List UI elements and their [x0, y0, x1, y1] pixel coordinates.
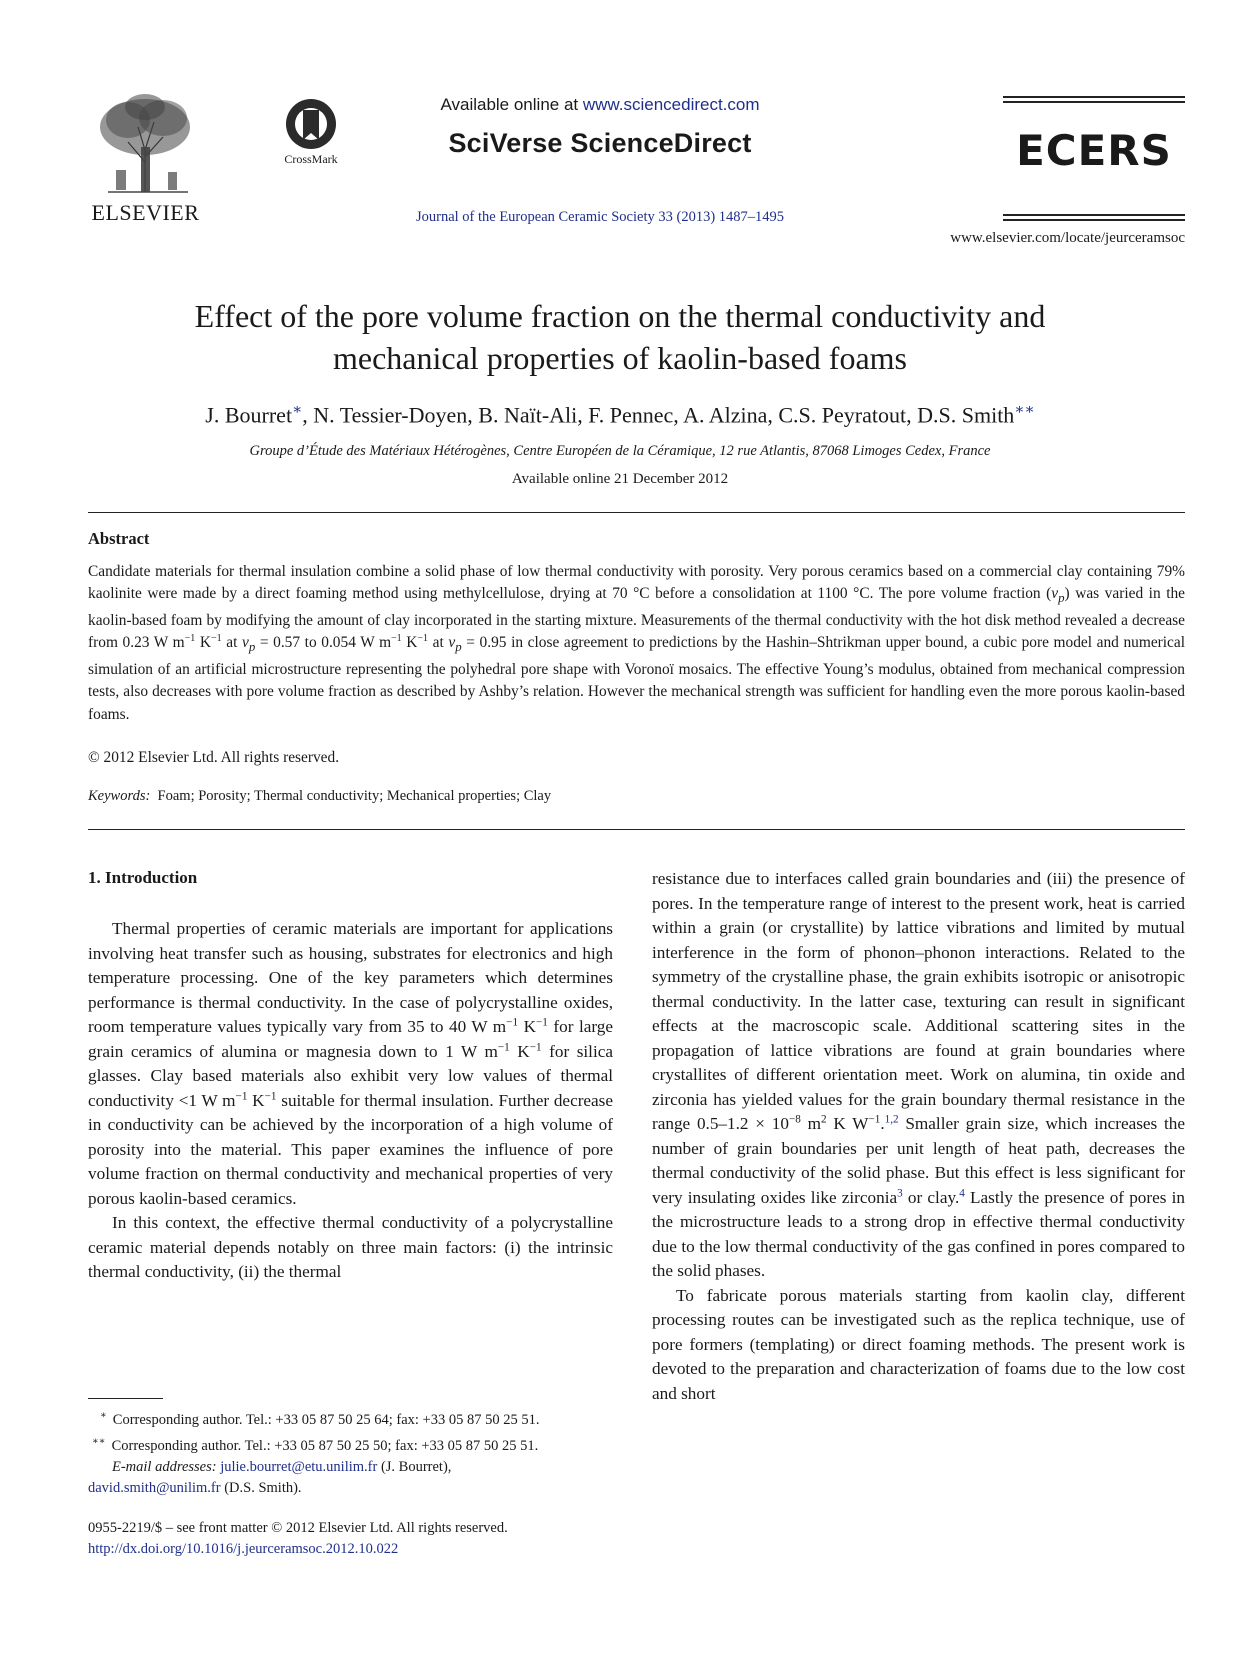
corresponding-author-mark-2[interactable]: ∗∗: [1014, 402, 1035, 418]
other-authors: , N. Tessier-Doyen, B. Naït-Ali, F. Pennec, A. Alzina, C.S. Peyratout, D.S. Smith: [302, 402, 1015, 428]
abstract-text: Candidate materials for thermal insulation combine a solid phase of low thermal conductivity with porosity. Very porous ceramics based on a commercial clay containing 79% kaolinite were made by a direct foaming method using methylcellulose, drying at 70 °C before a consolidation at 1100 °C. The pore volume fraction $(v_p)$ was varied in the kaolin-based foam by modifying the amount of clay incorporated in the starting mixture. Measurements of the thermal conductivity with the hot disk method revealed a decrease from 0.23 W $m^{-1}$ $K^{-1}$ at $v_p = 0.57$ to 0.054 W $m^{-1}$ $K^{-1}$ at $v_p = 0.95$ in close agreement to predictions by the Hashin–Shtrikman upper bound, a cubic pore model and numerical simulation of an artificial microstructure representing the polyhedral pore shape with Voronoï mosaics. The effective Young’s modulus, obtained from mechanical compression tests, also decreases with pore volume fraction as described by Ashby’s relation. However the mechanical strength was sufficient for handling even the more porous kaolin-based foams.: [88, 563, 1185, 723]
citation-ref[interactable]: 1,2: [884, 1113, 899, 1126]
ecers-logo: ECERS: [1016, 126, 1172, 175]
elsevier-wordmark: ELSEVIER: [91, 200, 200, 225]
email-link-smith[interactable]: david.smith@unilim.fr: [88, 1479, 221, 1496]
crossmark-icon: [275, 96, 347, 156]
issn-line: 0955-2219/$ – see front matter © 2012 Elsevier Ltd. All rights reserved.: [88, 1520, 508, 1536]
doi-link[interactable]: http://dx.doi.org/10.1016/j.jeurceramsoc.2012.10.022: [88, 1541, 399, 1557]
article-title: [100, 295, 1140, 379]
title-line-1: Effect of the pore volume fraction on the thermal conductivity and: [194, 298, 1046, 334]
footnote-2: ∗∗ Corresponding author. Tel.: +33 05 87 50 25 50; fax: +33 05 87 50 25 51.: [92, 1435, 539, 1454]
available-online-line: [380, 95, 820, 115]
email-link-bourret[interactable]: julie.bourret@etu.unilim.fr: [220, 1458, 378, 1475]
sciencedirect-link[interactable]: www.sciencedirect.com: [582, 95, 760, 114]
corresponding-author-mark-1[interactable]: ∗: [292, 402, 303, 418]
sciverse-logo: SciVerse ScienceDirect: [448, 128, 752, 158]
keywords-label: Keywords:: [88, 788, 151, 804]
paragraph-2-continued: resistance due to interfaces called grain boundaries and (iii) the presence of pores. In the temperature range of interest to the present work, heat is carried within a grain (or crystallite) by lattice vibrations and limited by mutual interference in the form of phonon–phonon interactions. Related to the symmetry of the crystalline phase, the grain exhibits isotropic or anisotropic thermal conductivity. In the latter case, texturing can result in significant effects at the macroscopic scale. Additional scattering sites in the propagation of lattice vibrations are found at grain boundaries where crystallites of different orientation meet. Work on alumina, tin oxide and zirconia has yielded values for the grain boundary thermal resistance in the range $0.5-1.2 \times 10^{-8}$ $m^2$ K $W^{-1}.^{1,2}$ Smaller grain size, which increases the number of grain boundaries per unit length of heat path, decreases the thermal conductivity of the solid phase. But this effect is less significant for very insulating oxides like zirconia$^3$ or clay.$^4$ Lastly the presence of pores in the microstructure leads to a strong drop in effective thermal conductivity due to the low thermal conductivity of the gas confined in pores compared to the solid phases.: [652, 869, 1186, 1280]
affiliation: Groupe d’Étude des Matériaux Hétérogènes, Centre Européen de la Céramique, 12 rue Atlantis, 87068 Limoges Cedex, France: [249, 443, 991, 459]
first-author: J. Bourret: [205, 402, 293, 428]
footnote-rule: [88, 1398, 163, 1399]
keywords: [88, 788, 551, 805]
divider-top: [88, 512, 1185, 513]
footnotes: [88, 1405, 613, 1499]
body-column-left: [88, 917, 613, 1285]
elsevier-tree-icon: [88, 92, 203, 197]
paragraph-2: In this context, the effective thermal conductivity of a polycrystalline ceramic material depends notably on three main factors: (i) the intrinsic thermal conductivity, (ii) the thermal: [88, 1213, 613, 1281]
keywords-list: Foam; Porosity; Thermal conductivity; Mechanical properties; Clay: [157, 788, 552, 804]
paragraph-3: To fabricate porous materials starting from kaolin clay, different processing routes can be investigated such as the replica technique, use of pore formers (templating) or direct foaming methods. The present work is devoted to the preparation and characterization of foams due to the low cost and short: [652, 1285, 1185, 1403]
footnote-1: ∗ Corresponding author. Tel.: +33 05 87 50 25 64; fax: +33 05 87 50 25 51.: [100, 1410, 540, 1428]
citation-ref[interactable]: 4: [959, 1186, 965, 1199]
paragraph-1: Thermal properties of ceramic materials are important for applications involving heat transfer such as housing, substrates for electronics and high temperature processing. One of the key parameters which determines performance is thermal conductivity. In the case of polycrystalline oxides, room temperature values typically vary from 35 to 40 W $m^{-1}$ $K^{-1}$ for large grain ceramics of alumina or magnesia down to 1 W $m^{-1}$ $K^{-1}$ for silica glasses. Clay based materials also exhibit very low values of thermal conductivity <1 W $m^{-1}$ $K^{-1}$ suitable for thermal insulation. Further decrease in conductivity can be achieved by the incorporation of a high volume of porosity into the material. This paper examines the influence of pore volume fraction on thermal conductivity and mechanical properties of very porous kaolin-based ceramics.: [88, 919, 613, 1208]
ecers-rule-bottom: [1003, 214, 1185, 224]
crossmark-label: CrossMark: [284, 152, 338, 166]
abstract-copyright: © 2012 Elsevier Ltd. All rights reserved.: [88, 749, 340, 766]
front-matter: [88, 1518, 688, 1560]
divider-bottom: [88, 829, 1185, 830]
elsevier-logo: [88, 92, 203, 225]
author-list: [80, 400, 1160, 428]
ecers-rule-top: [1003, 96, 1185, 106]
citation-ref[interactable]: 3: [897, 1186, 903, 1199]
available-online-date: Available online 21 December 2012: [511, 471, 729, 487]
title-line-2: mechanical properties of kaolin-based foams: [333, 340, 907, 376]
body-column-right: [652, 867, 1185, 1406]
email-addresses: E-mail addresses: julie.bourret@etu.unilim.fr (J. Bourret),: [112, 1458, 452, 1475]
email-addresses-cont: david.smith@unilim.fr (D.S. Smith).: [88, 1479, 302, 1496]
abstract-heading: Abstract: [88, 529, 150, 548]
available-online-prefix: Available online at: [440, 95, 583, 114]
journal-homepage-url[interactable]: www.elsevier.com/locate/jeurceramsoc: [950, 230, 1185, 246]
section-heading-introduction: 1. Introduction: [88, 868, 198, 887]
journal-citation[interactable]: Journal of the European Ceramic Society 33 (2013) 1487–1495: [415, 209, 785, 225]
